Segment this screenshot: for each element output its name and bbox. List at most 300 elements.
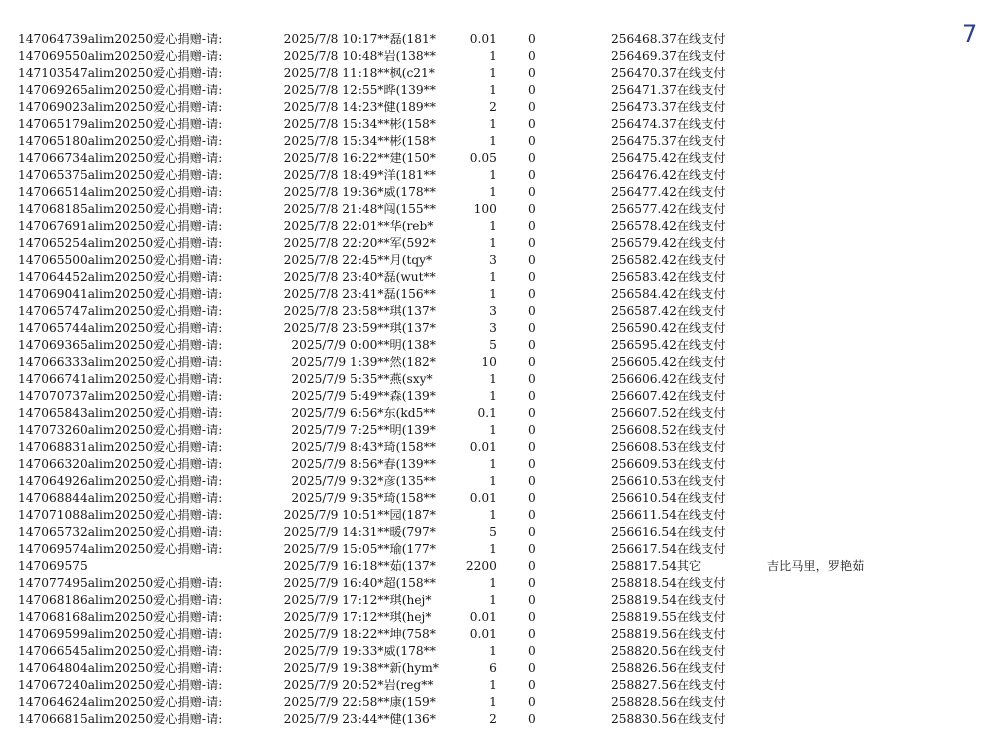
table-row [18,48,887,65]
donor-name: *威(178** [377,185,436,199]
transaction-id: 147066320alim20250爱心捐赠-请: [18,457,223,471]
donor-name: **琪(137* [377,304,436,318]
remark [767,184,887,201]
table-row [18,575,887,592]
remark: 吉比马里，罗艳茹 [766,559,865,573]
transaction-id: 147068831alim20250爱心捐赠-请: [18,440,223,454]
donor-name: *洋(181** [377,168,436,182]
table-row [18,269,887,286]
payment-method: 在线支付 [676,644,726,658]
transaction-id: 147068844alim20250爱心捐赠-请: [18,491,223,505]
table-row [18,507,887,524]
payment-method: 在线支付 [676,32,726,46]
remark [767,218,887,235]
transaction-time: 2025/7/9 19:38 [283,661,378,675]
donor-name: **健(136* [377,712,436,726]
transaction-time: 2025/7/8 11:18 [283,66,378,80]
running-balance: 256607.52 [610,406,677,420]
running-balance: 256476.42 [610,168,677,182]
donation-amount: 0.01 [469,440,497,454]
table-row [18,592,887,609]
running-balance: 256605.42 [610,355,677,369]
donation-amount: 1 [489,457,497,471]
remark [767,303,887,320]
fee-amount: 0 [527,678,536,692]
payment-method: 在线支付 [676,49,726,63]
donor-name: *岩(reg** [377,678,434,692]
fee-amount: 0 [527,338,536,352]
fee-amount: 0 [527,304,536,318]
donor-name: **坤(758* [377,627,436,641]
transaction-id: 147064926alim20250爱心捐赠-请: [18,474,223,488]
donor-name: **然(182* [377,355,436,369]
remark [767,609,887,626]
running-balance: 258830.56 [610,712,677,726]
transaction-id: 147068186alim20250爱心捐赠-请: [18,593,223,607]
table-row [18,65,887,82]
donation-amount: 0.05 [469,151,497,165]
running-balance: 256584.42 [610,287,677,301]
remark [767,82,887,99]
remark [767,201,887,218]
transaction-id: 147064804alim20250爱心捐赠-请: [18,661,223,675]
donation-amount: 1 [489,134,497,148]
donation-amount: 6 [489,661,497,675]
remark [767,711,887,728]
remark [767,626,887,643]
running-balance: 258828.56 [610,695,677,709]
transaction-time: 2025/7/9 8:43 [291,440,378,454]
donor-name: **新(hym* [377,661,439,675]
fee-amount: 0 [527,542,536,556]
table-row [18,609,887,626]
payment-method: 在线支付 [676,219,726,233]
remark [767,456,887,473]
running-balance: 256577.42 [610,202,677,216]
payment-method: 在线支付 [676,627,726,641]
transaction-time: 2025/7/8 10:17 [283,32,378,46]
running-balance: 256587.42 [610,304,677,318]
transaction-id: 147068168alim20250爱心捐赠-请: [18,610,223,624]
transaction-time: 2025/7/8 10:48 [283,49,378,63]
donor-name: *威(178** [377,644,436,658]
table-row [18,303,887,320]
transaction-id: 147073260alim20250爱心捐赠-请: [18,423,223,437]
remark [767,439,887,456]
fee-amount: 0 [527,491,536,505]
fee-amount: 0 [527,389,536,403]
fee-amount: 0 [527,712,536,726]
donor-name: *磊(wut** [377,270,436,284]
donation-amount: 3 [489,253,497,267]
page-number: 7 [962,20,978,48]
table-row [18,201,887,218]
running-balance: 256473.37 [610,100,677,114]
transaction-time: 2025/7/8 15:34 [283,134,378,148]
donor-name: *彦(135** [377,474,436,488]
payment-method: 在线支付 [676,678,726,692]
transaction-time: 2025/7/8 23:41 [283,287,378,301]
table-row [18,218,887,235]
transaction-time: 2025/7/8 22:45 [283,253,378,267]
remark [767,575,887,592]
running-balance: 258818.54 [610,576,677,590]
donation-amount: 100 [473,202,497,216]
transaction-id: 147064739alim20250爱心捐赠-请: [18,32,223,46]
fee-amount: 0 [527,423,536,437]
fee-amount: 0 [527,559,536,573]
table-row [18,711,887,728]
remark [767,31,887,48]
remark [767,541,887,558]
payment-method: 在线支付 [676,168,726,182]
table-row [18,337,887,354]
ledger-body [18,31,887,728]
table-row [18,150,887,167]
transaction-time: 2025/7/9 19:33 [283,644,378,658]
running-balance: 256610.53 [610,474,677,488]
running-balance: 258826.56 [610,661,677,675]
donor-name: **月(tqy* [377,253,433,267]
fee-amount: 0 [527,372,536,386]
payment-method: 在线支付 [676,287,726,301]
donation-amount: 1 [489,117,497,131]
fee-amount: 0 [527,270,536,284]
transaction-time: 2025/7/8 22:20 [283,236,378,250]
transaction-id: 147066741alim20250爱心捐赠-请: [18,372,223,386]
donor-name: **园(187* [377,508,436,522]
donation-amount: 0.01 [469,627,497,641]
running-balance: 256470.37 [610,66,677,80]
remark [767,286,887,303]
running-balance: 256590.42 [610,321,677,335]
table-row [18,184,887,201]
table-row [18,524,887,541]
donation-amount: 5 [489,338,497,352]
donation-amount: 0.01 [469,32,497,46]
payment-method: 其它 [676,559,702,573]
transaction-id: 147069023alim20250爱心捐赠-请: [18,100,223,114]
remark [767,269,887,286]
running-balance: 258820.56 [610,644,677,658]
fee-amount: 0 [527,134,536,148]
transaction-id: 147067691alim20250爱心捐赠-请: [18,219,223,233]
transaction-id: 147065179alim20250爱心捐赠-请: [18,117,223,131]
table-row [18,626,887,643]
transaction-time: 2025/7/9 20:52 [283,678,378,692]
remark [767,490,887,507]
payment-method: 在线支付 [676,66,726,80]
payment-method: 在线支付 [676,440,726,454]
payment-method: 在线支付 [676,695,726,709]
donor-name: **瑜(177* [377,542,436,556]
transaction-id: 147064452alim20250爱心捐赠-请: [18,270,223,284]
transaction-id: 147065180alim20250爱心捐赠-请: [18,134,223,148]
payment-method: 在线支付 [676,117,726,131]
fee-amount: 0 [527,202,536,216]
donor-name: **森(139* [377,389,436,403]
transaction-id: 147065843alim20250爱心捐赠-请: [18,406,223,420]
remark [767,473,887,490]
fee-amount: 0 [527,406,536,420]
transaction-time: 2025/7/8 15:34 [283,117,378,131]
transaction-time: 2025/7/8 12:55 [283,83,378,97]
table-row [18,643,887,660]
fee-amount: 0 [527,49,536,63]
donation-amount: 1 [489,185,497,199]
table-row [18,133,887,150]
fee-amount: 0 [527,168,536,182]
donor-name: *健(189** [377,100,436,114]
running-balance: 256469.37 [610,49,677,63]
fee-amount: 0 [527,644,536,658]
donation-ledger-table [18,31,887,728]
fee-amount: 0 [527,236,536,250]
table-row [18,490,887,507]
transaction-time: 2025/7/9 1:39 [291,355,378,369]
running-balance: 256471.37 [610,83,677,97]
donation-amount: 1 [489,236,497,250]
remark [767,133,887,150]
transaction-time: 2025/7/9 9:32 [291,474,378,488]
remark [767,167,887,184]
transaction-time: 2025/7/9 5:49 [291,389,378,403]
donation-amount: 5 [489,525,497,539]
fee-amount: 0 [527,151,536,165]
table-row [18,320,887,337]
donor-name: **琪(hej* [377,593,432,607]
donor-name: **康(159* [377,695,436,709]
remark [767,524,887,541]
transaction-id: 147070737alim20250爱心捐赠-请: [18,389,223,403]
donor-name: *晔(139** [377,83,436,97]
transaction-id: 147069575 [18,559,88,573]
table-row [18,286,887,303]
donation-amount: 2200 [465,559,497,573]
payment-method: 在线支付 [676,100,726,114]
donation-amount: 0.01 [469,610,497,624]
transaction-id: 147069041alim20250爱心捐赠-请: [18,287,223,301]
donor-name: **明(138* [377,338,436,352]
transaction-id: 147068185alim20250爱心捐赠-请: [18,202,223,216]
transaction-time: 2025/7/9 16:18 [283,559,378,573]
payment-method: 在线支付 [676,525,726,539]
table-row [18,541,887,558]
donation-amount: 1 [489,372,497,386]
transaction-id: 147069550alim20250爱心捐赠-请: [18,49,223,63]
transaction-time: 2025/7/9 23:44 [283,712,378,726]
donation-amount: 1 [489,644,497,658]
remark [767,677,887,694]
remark [767,643,887,660]
transaction-time: 2025/7/9 17:12 [283,593,378,607]
payment-method: 在线支付 [676,508,726,522]
table-row [18,31,887,48]
fee-amount: 0 [527,474,536,488]
running-balance: 258817.54 [610,559,677,573]
donor-name: *岩(138** [377,49,436,63]
running-balance: 256475.42 [610,151,677,165]
fee-amount: 0 [527,661,536,675]
donor-name: **暖(797* [377,525,436,539]
fee-amount: 0 [527,287,536,301]
running-balance: 256611.54 [610,508,677,522]
transaction-time: 2025/7/9 7:25 [291,423,378,437]
table-row [18,660,887,677]
donor-name: *春(139** [377,457,436,471]
table-row [18,677,887,694]
donor-name: **琪(137* [377,321,436,335]
transaction-id: 147069599alim20250爱心捐赠-请: [18,627,223,641]
remark [767,252,887,269]
fee-amount: 0 [527,117,536,131]
transaction-time: 2025/7/9 18:22 [283,627,378,641]
table-row [18,99,887,116]
payment-method: 在线支付 [676,593,726,607]
table-row [18,116,887,133]
donation-amount: 1 [489,168,497,182]
running-balance: 256468.37 [610,32,677,46]
payment-method: 在线支付 [676,134,726,148]
transaction-time: 2025/7/8 23:58 [283,304,378,318]
donation-amount: 1 [489,593,497,607]
transaction-time: 2025/7/9 5:35 [291,372,378,386]
donor-name: *琦(158** [377,440,436,454]
transaction-time: 2025/7/9 15:05 [283,542,378,556]
remark [767,694,887,711]
fee-amount: 0 [527,32,536,46]
table-row [18,405,887,422]
remark [767,116,887,133]
payment-method: 在线支付 [676,610,726,624]
donor-name: **茹(137* [377,559,436,573]
transaction-time: 2025/7/8 21:48 [283,202,378,216]
transaction-time: 2025/7/8 18:49 [283,168,378,182]
payment-method: 在线支付 [676,542,726,556]
remark [767,592,887,609]
fee-amount: 0 [527,508,536,522]
payment-method: 在线支付 [676,253,726,267]
fee-amount: 0 [527,457,536,471]
donation-amount: 1 [489,389,497,403]
table-row [18,558,887,575]
running-balance: 256617.54 [610,542,677,556]
fee-amount: 0 [527,576,536,590]
donation-amount: 3 [489,321,497,335]
transaction-time: 2025/7/8 16:22 [283,151,378,165]
fee-amount: 0 [527,525,536,539]
fee-amount: 0 [527,66,536,80]
table-row [18,235,887,252]
fee-amount: 0 [527,440,536,454]
remark [767,371,887,388]
running-balance: 256616.54 [610,525,677,539]
running-balance: 258819.54 [610,593,677,607]
donation-amount: 2 [489,712,497,726]
payment-method: 在线支付 [676,406,726,420]
transaction-id: 147065732alim20250爱心捐赠-请: [18,525,223,539]
transaction-time: 2025/7/8 22:01 [283,219,378,233]
running-balance: 256474.37 [610,117,677,131]
donor-name: **军(592* [377,236,436,250]
payment-method: 在线支付 [676,423,726,437]
donor-name: **枫(c21* [377,66,435,80]
running-balance: 256606.42 [610,372,677,386]
donor-name: **燕(sxy* [377,372,433,386]
running-balance: 258827.56 [610,678,677,692]
running-balance: 256607.42 [610,389,677,403]
transaction-id: 147069574alim20250爱心捐赠-请: [18,542,223,556]
running-balance: 256608.53 [610,440,677,454]
donor-name: **明(139* [377,423,436,437]
donation-amount: 0.01 [469,491,497,505]
payment-method: 在线支付 [676,389,726,403]
transaction-time: 2025/7/9 6:56 [291,406,378,420]
table-row [18,354,887,371]
table-row [18,439,887,456]
transaction-id: 147103547alim20250爱心捐赠-请: [18,66,223,80]
table-row [18,473,887,490]
donor-name: **彬(158* [377,134,436,148]
remark [767,405,887,422]
donation-amount: 1 [489,695,497,709]
running-balance: 256477.42 [610,185,677,199]
fee-amount: 0 [527,321,536,335]
donor-name: *超(158** [377,576,436,590]
payment-method: 在线支付 [676,474,726,488]
remark [767,354,887,371]
table-row [18,456,887,473]
running-balance: 256608.52 [610,423,677,437]
payment-method: 在线支付 [676,457,726,471]
transaction-id: 147065747alim20250爱心捐赠-请: [18,304,223,318]
transaction-id: 147065500alim20250爱心捐赠-请: [18,253,223,267]
table-row [18,422,887,439]
transaction-id: 147069265alim20250爱心捐赠-请: [18,83,223,97]
fee-amount: 0 [527,100,536,114]
running-balance: 256583.42 [610,270,677,284]
transaction-time: 2025/7/8 23:40 [283,270,378,284]
transaction-id: 147064624alim20250爱心捐赠-请: [18,695,223,709]
running-balance: 256595.42 [610,338,677,352]
donation-amount: 1 [489,423,497,437]
transaction-time: 2025/7/9 14:31 [283,525,378,539]
payment-method: 在线支付 [676,151,726,165]
table-row [18,167,887,184]
payment-method: 在线支付 [676,712,726,726]
fee-amount: 0 [527,219,536,233]
donor-name: *琦(158** [377,491,436,505]
donation-amount: 1 [489,49,497,63]
running-balance: 256582.42 [610,253,677,267]
transaction-time: 2025/7/9 17:12 [283,610,378,624]
donation-amount: 1 [489,219,497,233]
donation-amount: 1 [489,542,497,556]
donor-name: **华(reb* [377,219,434,233]
running-balance: 258819.55 [610,610,677,624]
payment-method: 在线支付 [676,576,726,590]
donation-amount: 1 [489,576,497,590]
donation-amount: 10 [481,355,497,369]
transaction-id: 147077495alim20250爱心捐赠-请: [18,576,223,590]
donor-name: **磊(181* [377,32,436,46]
payment-method: 在线支付 [676,661,726,675]
donor-name: *闯(155** [377,202,436,216]
payment-method: 在线支付 [676,304,726,318]
remark [767,150,887,167]
transaction-time: 2025/7/9 22:58 [283,695,378,709]
fee-amount: 0 [527,253,536,267]
